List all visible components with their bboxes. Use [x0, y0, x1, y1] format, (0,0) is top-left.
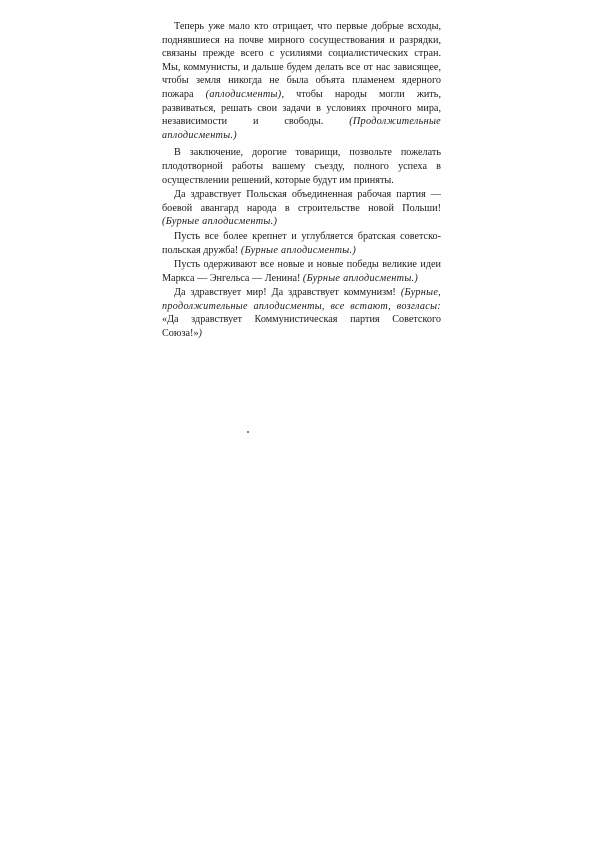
- applause-remark: ): [198, 328, 203, 340]
- text-segment: Пусть все более крепнет и углубляется братская советско-польская дружба!: [162, 230, 441, 256]
- paragraph-final: [162, 286, 441, 340]
- scan-speck: [247, 431, 249, 433]
- paragraph-party: [162, 188, 441, 229]
- applause-remark: (Бурные аплодисменты.): [302, 272, 419, 284]
- text-segment: Пусть одерживают все новые и новые победы великие идеи Маркса — Энгельса — Ленина!: [162, 259, 441, 284]
- body-text: [162, 20, 441, 342]
- paragraph-friendship: [162, 230, 441, 257]
- paragraph-conclusion: [162, 146, 441, 187]
- text-segment: Да здравствует Польская объединенная рабочая партия — боевой авангард народа в строительстве новой Польши!: [162, 189, 441, 214]
- text-segment: В заключение, дорогие товарищи, позвольте пожелать плодотворной работы вашему съезду, полного успеха в осуществлении решений, которые будут им приняты.: [162, 147, 441, 186]
- applause-remark: (Продолжительные аплодисменты.): [162, 116, 441, 141]
- paragraph-peace: [162, 20, 441, 142]
- applause-remark: (Бурные аплодисменты.): [240, 244, 357, 256]
- paragraph-ideas: [162, 258, 441, 285]
- applause-remark: (Бурные, продолжительные аплодисменты, все встают, возгласы:: [162, 287, 441, 312]
- text-segment: «Да здравствует Коммунистическая партия Советского Союза!»: [162, 314, 441, 340]
- applause-remark: (аплодисменты): [205, 88, 282, 100]
- text-segment: Да здравствует мир! Да здравствует коммунизм!: [174, 287, 401, 299]
- text-segment: Теперь уже мало кто отрицает, что первые добрые всходы, поднявшиеся на почве мирного сосуществования и разрядки, связаны прежде всего с усилиями социалистических стран. Мы, коммунисты, и дальше будем делать все от нас зависящее, чтобы земля никогда не была объята пламенем ядерного пожара: [162, 21, 441, 100]
- applause-remark: (Бурные аплодисменты.): [162, 216, 278, 228]
- text-segment: , чтобы народы могли жить, развиваться, решать свои задачи в условиях прочного мира, независимости и свободы.: [162, 88, 441, 128]
